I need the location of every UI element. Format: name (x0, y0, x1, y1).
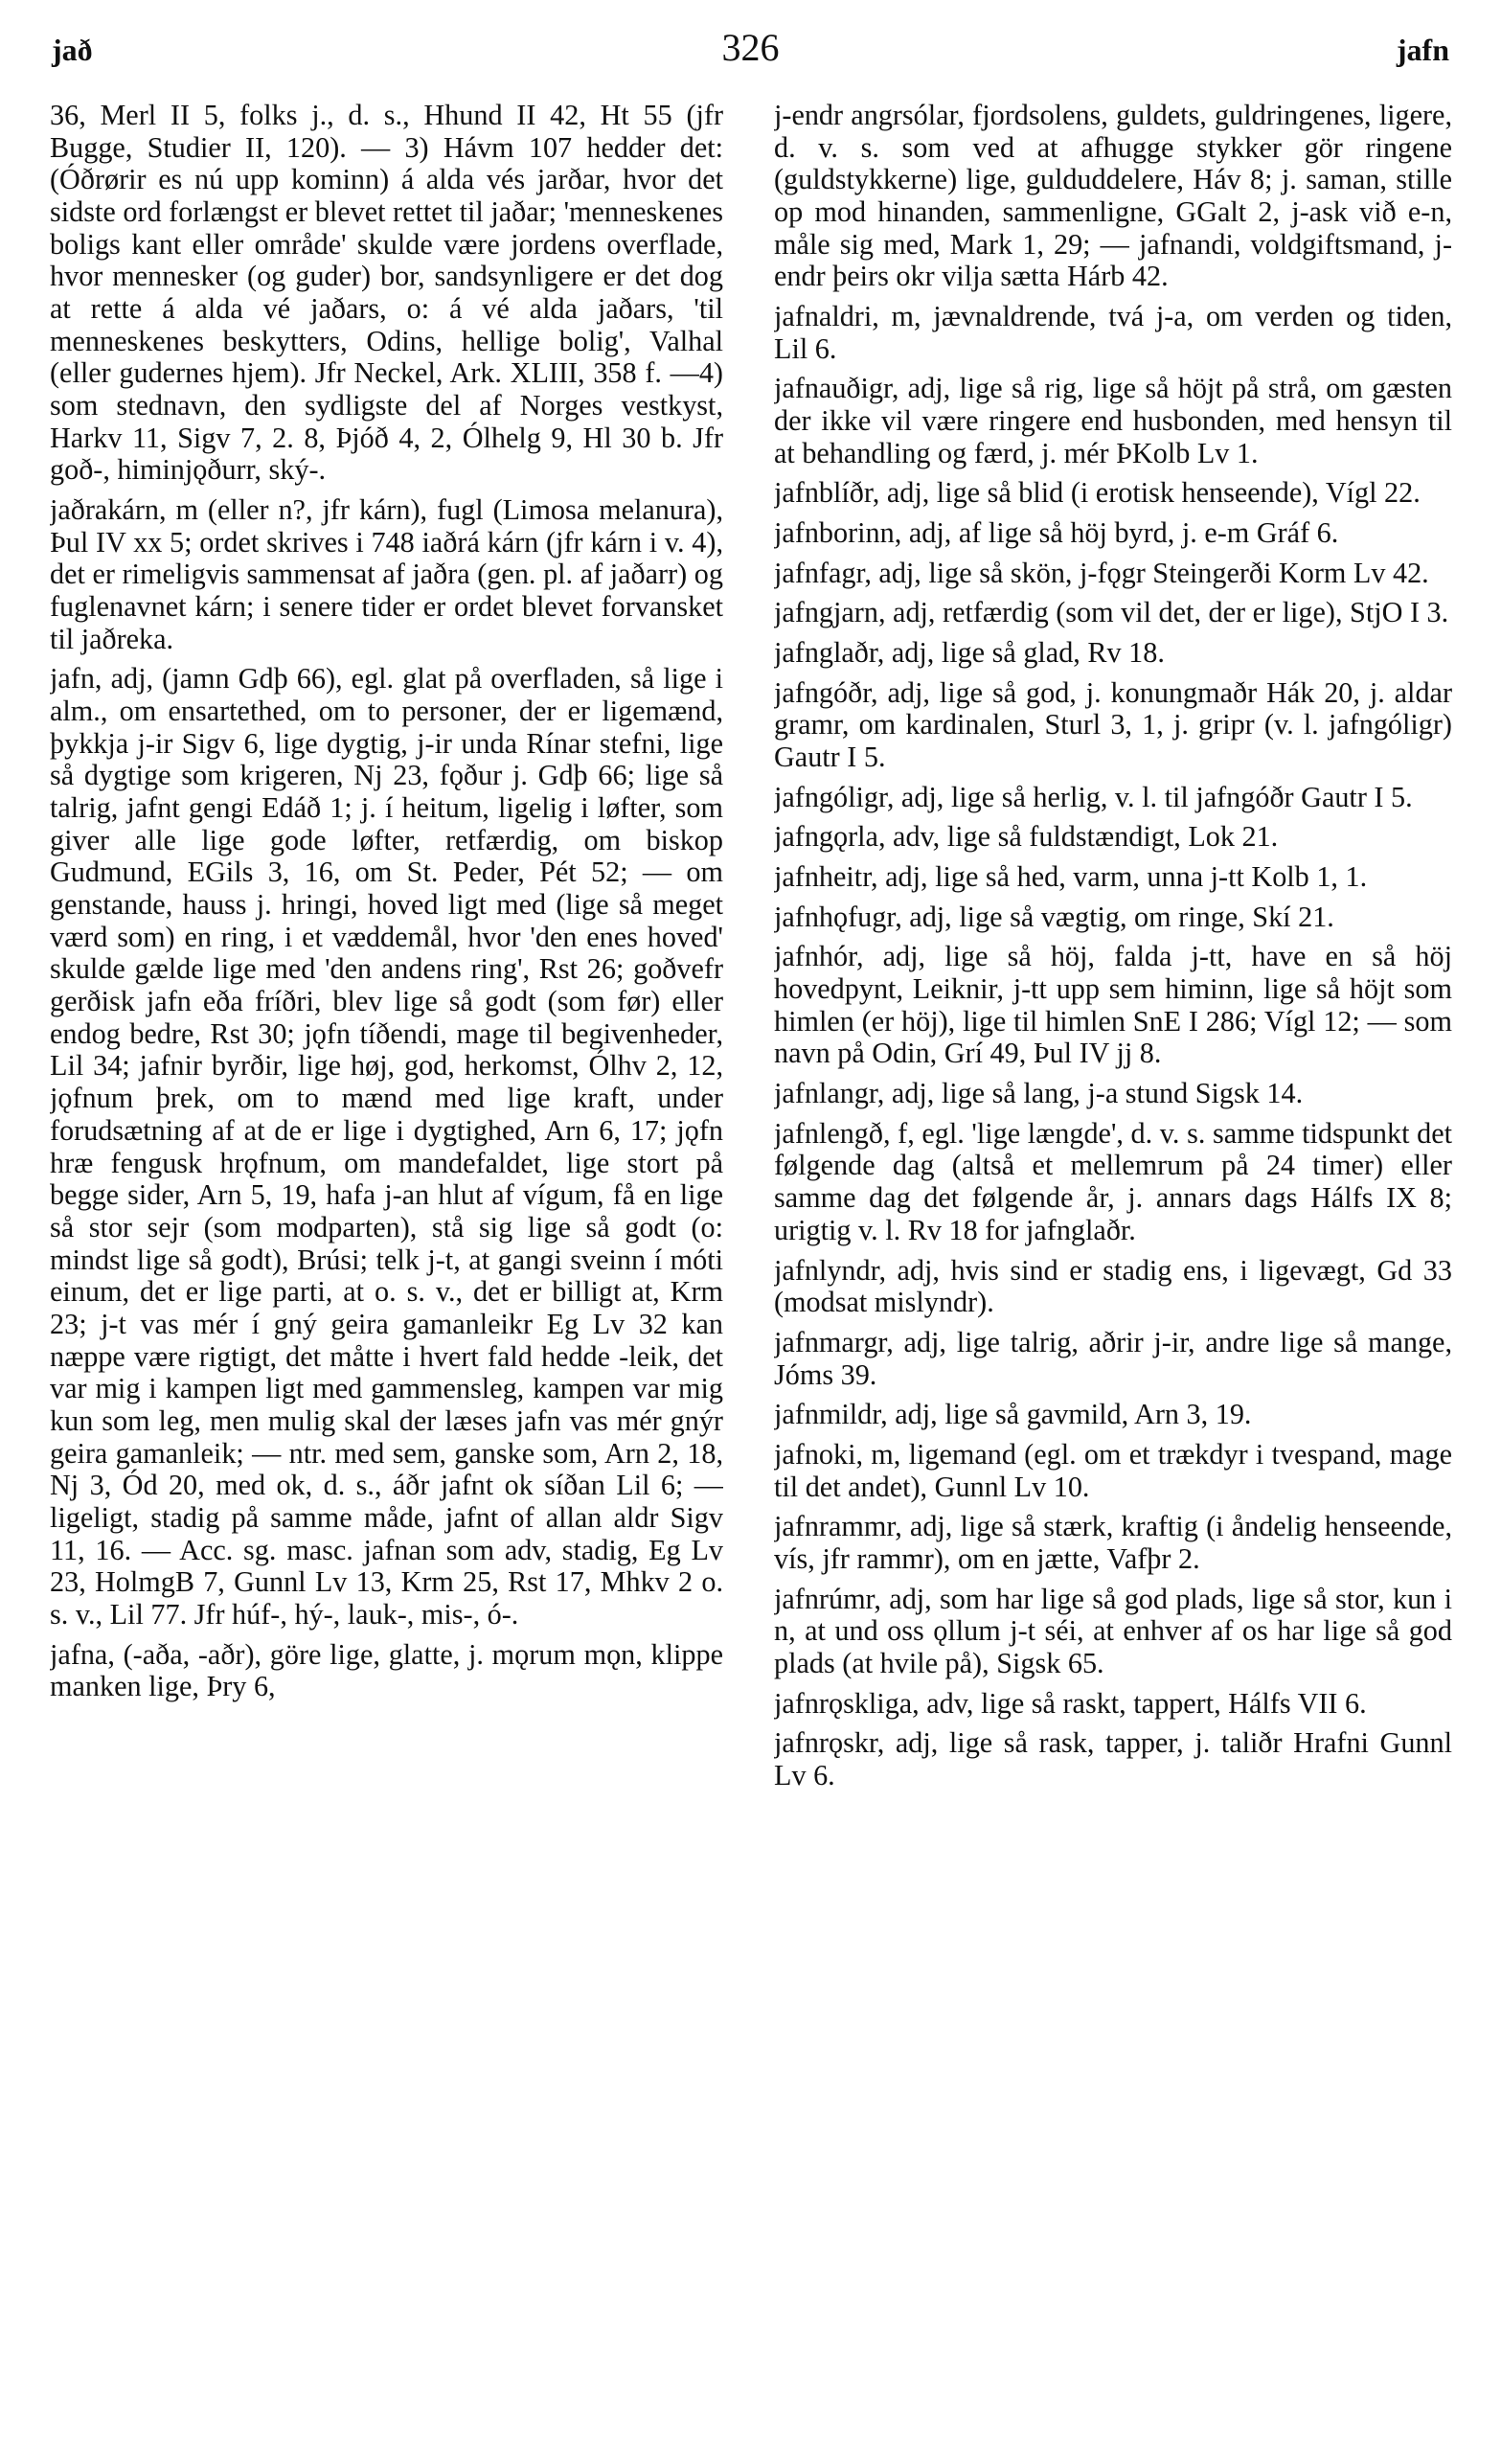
entry-jafnheitr: jafnheitr, adj, lige så hed, varm, unna j-tt Kolb 1, 1. (774, 860, 1368, 894)
entry-jafnoki: jafnoki, m, ligemand (egl. om et trækdyr i tvespand, mage til det andet), Gunnl Lv 10. (774, 1437, 1452, 1503)
entry-jafnmargr: jafnmargr, adj, lige talrig, aðrir j-ir, andre lige så mange, Jóms 39. (774, 1325, 1452, 1391)
entry-continuation-jadarr: 36, Merl II 5, folks j., d. s., Hhund II 42, Ht 55 (jfr Bugge, Studier II, 120). — 3) Hávm 107 hedder det: (Óðrørir es nú upp kominn) á alda vés jarðar, hvor det sidste ord forlængst er blevet rettet til jaðar; 'menneskenes boligs kant eller område' skulde være jordens overflade, hvor mennesker (og guder) bor, sandsynligere er det dog at rette á alda vé jaðars, o: á vé alda jaðars, 'til menneskenes beskytters, Odins, hellige bolig', Valhal (eller gudernes hjem). Jfr Neckel, Ark. XLIII, 358 f. —4) som stednavn, den sydligste del af Norges vestkyst, Harkv 11, Sigv 7, 2. 8, Þjóð 4, 2, Ólhelg 9, Hl 30 b. Jfr goð-, himinjǫðurr, ský-. (50, 100, 723, 487)
entry-jafngladr: jafnglaðr, adj, lige så glad, Rv 18. (774, 636, 1165, 670)
running-head-right: jafn (1396, 33, 1449, 67)
page-header (38, 25, 1463, 73)
entry-jafnrumr: jafnrúmr, adj, som har lige så god plads, lige så stor, kun i n, at und oss ǫllum j-t séi, at enhver af os har lige så god plads (at hvile på), Sigsk 65. (774, 1582, 1452, 1679)
entry-jafnlangr: jafnlangr, adj, lige så lang, j-a stund Sigsk 14. (774, 1077, 1304, 1110)
entry-jafnrammr: jafnrammr, adj, lige så stærk, kraftig (i åndelig henseende, vís, jfr rammr), om en jætte, Vafþr 2. (774, 1510, 1452, 1575)
entry-jafngodr: jafngóðr, adj, lige så god, j. konungmaðr Hák 20, j. aldar gramr, om kardinalen, Sturl 3, 1, j. gripr (v. l. jafngóligr) Gautr I 5. (774, 675, 1452, 774)
entry-jafnroskr: jafnrǫskr, adj, lige så rask, tapper, j. taliðr Hrafni Gunnl Lv 6. (774, 1726, 1452, 1791)
entry-jadrakarn: jaðrakárn, m (eller n?, jfr kárn), fugl (Limosa melanura), Þul IV xx 5; ordet skrives i 748 iaðrá kárn (jfr kárn i v. 4), det er rimeligvis sammensat af jaðra (gen. pl. af jaðarr) og fuglenavnet kárn; i senere tider er ordet blevet forvansket til jaðreka. (50, 493, 723, 655)
entry-jafnaudigr: jafnauðigr, adj, lige så rig, lige så höjt på strå, om gæsten der ikke vil være ringere end husbonden, med hensyn til at behandling og færd, j. mér ÞKolb Lv 1. (774, 372, 1452, 469)
running-head-left: jað (52, 33, 93, 67)
entry-jafna: jafna, (-aða, -aðr), göre lige, glatte, j. mǫrum mǫn, klippe manken lige, Þry 6, (50, 1637, 723, 1703)
entry-jafnmildr: jafnmildr, adj, lige så gavmild, Arn 3, 19. (774, 1398, 1252, 1431)
entry-jafnblidr: jafnblíðr, adj, lige så blid (i erotisk henseende), Vígl 22. (774, 476, 1421, 510)
right-column (774, 100, 1452, 2447)
entry-continuation-jafna: j-endr angrsólar, fjordsolens, guldets, guldringenes, ligere, d. v. s. som ved at afhugge stykker gör ringene (guldstykkerne) lige, gulduddelere, Háv 8; j. saman, stille op mod hinanden, sammenligne, GGalt 2, j-ask við e-n, måle sig med, Mark 1, 29; — jafnandi, voldgiftsmand, j-endr þeirs okr vilja sætta Hárb 42. (774, 100, 1452, 293)
entry-jafnfagr: jafnfagr, adj, lige så skön, j-fǫgr Steingerði Korm Lv 42. (774, 556, 1429, 589)
entry-jafnborinn: jafnborinn, adj, af lige så höj byrd, j. e-m Gráf 6. (774, 516, 1339, 550)
entry-jafnhofugr: jafnhǫfugr, adj, lige så vægtig, om ringe, Skí 21. (774, 900, 1334, 933)
entry-jafnaldri: jafnaldri, m, jævnaldrende, tvá j-a, om verden og tiden, Lil 6. (774, 300, 1452, 365)
entry-jafngorla: jafngǫrla, adv, lige så fuldstændigt, Lok 21. (774, 820, 1279, 854)
entry-jafn: jafn, adj, (jamn Gdþ 66), egl. glat på overfladen, så lige i alm., om ensartethed, om to personer, der er ligemænd, þykkja j-ir Sigv 6, lige dygtig, j-ir unda Rínar stefni, lige så dygtige som krigeren, Nj 23, fǫður j. Gdþ 66; lige så talrig, jafnt gengi Edáð 1; j. í heitum, ligelig i løfter, som giver alle lige gode løfter, retfærdig, om biskop Gudmund, EGils 3, 16, om St. Peder, Pét 52; — om genstande, hauss j. hringi, hoved ligt med (lige så meget værd som) en ring, i et væddemål, hvor 'den enes hoved' skulde gælde lige med 'den andens ring', Rst 26; goðvefr gerðisk jafn eða fríðri, blev lige så godt (som før) eller endog bedre, Rst 30; jǫfn tíðendi, mage til begivenheder, Lil 34; jafnir byrðir, lige høj, god, herkomst, Ólhv 2, 12, jǫfnum þrek, om to mænd med lige kraft, under forudsætning af at de er lige i dygtighed, Arn 6, 17; jǫfn hræ fengusk hrǫfnum, om mandefaldet, lige stort på begge sider, Arn 5, 19, hafa j-an hlut af vígum, få en lige så stor sejr (som modparten), stå sig lige så godt (o: mindst lige så godt), Brúsi; telk j-t, at gangi sveinn í móti einum, det er lige parti, at o. s. v., det er billigt at, Krm 23; j-t vas mér í gný geira gamanleikr Eg Lv 32 kan næppe være rigtigt, det måtte i hvert fald hedde -leik, det var mig i kampen ligt med gammensleg, kampen var mig kun som leg, men mulig skal der læses jafn vas mér gnýr geira gamanleik; — ntr. med sem, ganske som, Arn 2, 18, Nj 3, Ód 20, med ok, d. s., áðr jafnt ok síðan Lil 6; — ligeligt, stadig på samme måde, jafnt of allan aldr Sigv 11, 16. — Acc. sg. masc. jafnan som adv, stadig, Eg Lv 23, HolmgB 7, Gunnl Lv 13, Krm 25, Rst 17, Mhkv 2 o. s. v., Lil 77. Jfr húf-, hý-, lauk-, mis-, ó-. (50, 662, 723, 1631)
entry-jafnroskliga: jafnrǫskliga, adv, lige så raskt, tappert, Hálfs VII 6. (774, 1686, 1367, 1720)
page-number: 326 (721, 26, 780, 69)
entry-jafngoligr: jafngóligr, adj, lige så herlig, v. l. til jafngóðr Gautr I 5. (774, 780, 1413, 813)
entry-jafnlengd: jafnlengð, f, egl. 'lige længde', d. v. s. samme tidspunkt det følgende dag (altså et mellemrum på 24 timer) eller samme dag det følgende år, j. annars dags Hálfs IX 8; urigtig v. l. Rv 18 for jafnglaðr. (774, 1116, 1452, 1246)
left-column (50, 100, 723, 2447)
entry-jafngjarn: jafngjarn, adj, retfærdig (som vil det, der er lige), StjO I 3. (774, 596, 1449, 629)
entry-jafnhor: jafnhór, adj, lige så höj, falda j-tt, have en så höj hovedpynt, Leiknir, j-tt upp sem himinn, lige så höjt som himlen (er höj), lige til himlen SnE I 286; Vígl 12; — som navn på Odin, Grí 49, Þul IV jj 8. (774, 940, 1452, 1070)
entry-jafnlyndr: jafnlyndr, adj, hvis sind er stadig ens, i ligevægt, Gd 33 (modsat mislyndr). (774, 1253, 1452, 1319)
